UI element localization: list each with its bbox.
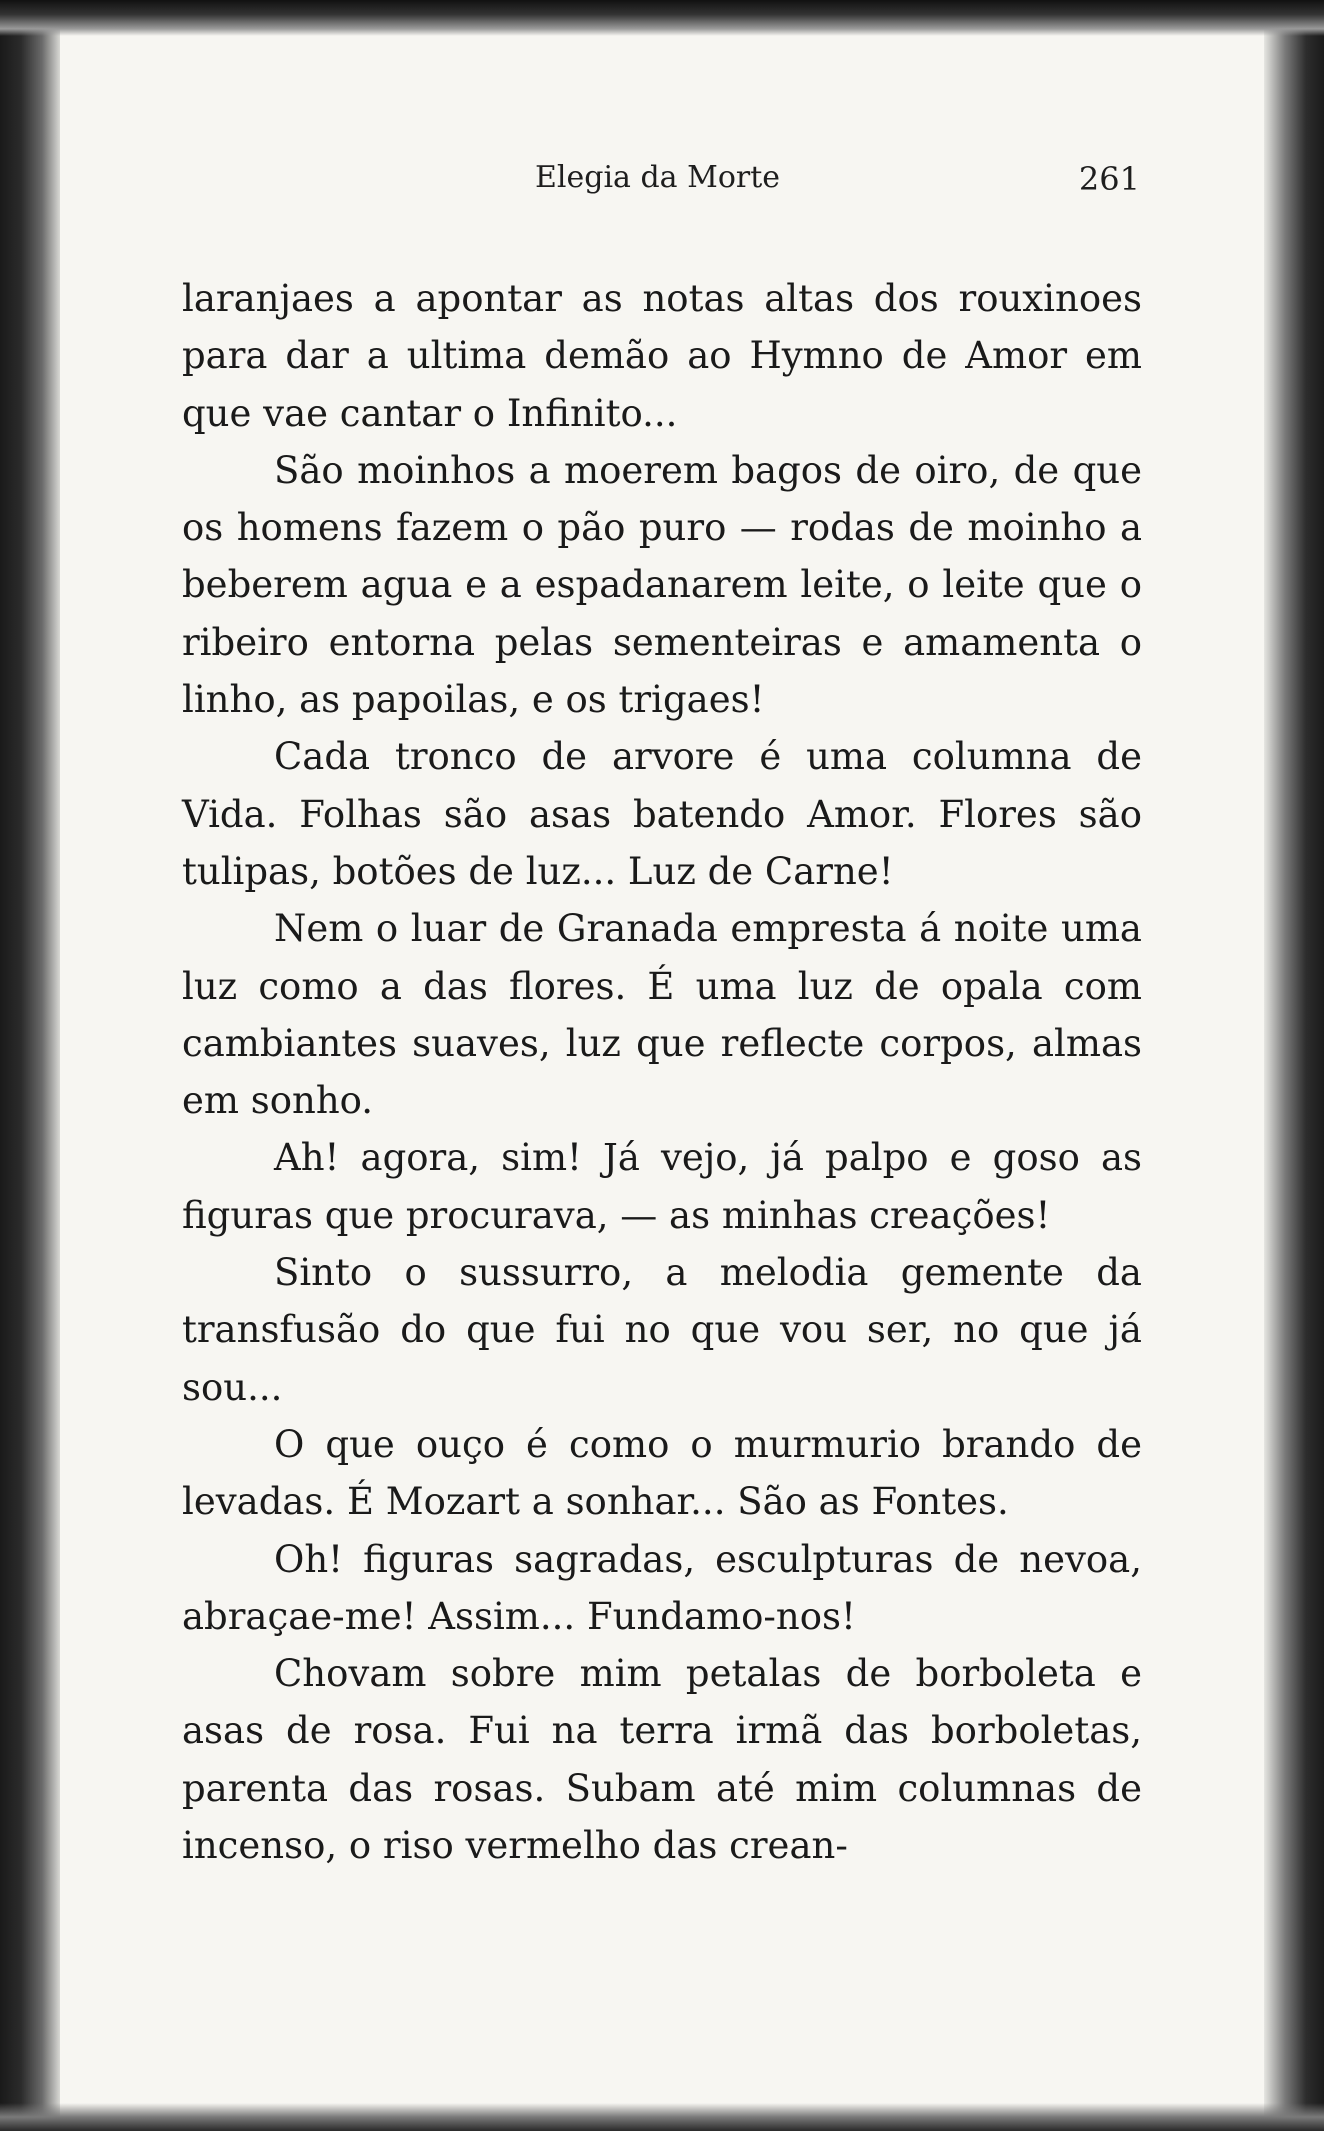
paragraph: Sinto o sussurro, a melodia gemente da transfusão do que fui no que vou ser, no que já sou... [182, 1251, 1142, 1409]
paragraph: O que ouço é como o murmurio brando de levadas. É Mozart a sonhar... São as Fontes. [182, 1422, 1142, 1524]
paragraph-continuation: laranjaes a apontar as notas altas dos rouxinoes para dar a ultima demão ao Hymno de Amor em que vae cantar o Infinito... [182, 277, 1142, 435]
running-title: Elegia da Morte [535, 160, 781, 195]
body-text [182, 270, 1142, 1874]
scan-shadow-top [0, 0, 1324, 36]
paragraph: Cada tronco de arvore é uma columna de Vida. Folhas são asas batendo Amor. Flores são tulipas, botões de luz... Luz de Carne! [182, 735, 1142, 893]
scan-shadow-left [0, 0, 60, 2131]
running-head [180, 160, 1140, 204]
paragraph: São moinhos a moerem bagos de oiro, de que os homens fazem o pão puro — rodas de moinho a beberem agua e a espadanarem leite, o leite que o ribeiro entorna pelas sementeiras e amamenta o linho, as papoilas, e os trigaes! [182, 448, 1142, 722]
paragraph: Nem o luar de Granada empresta á noite uma luz como a das flores. É uma luz de opala com cambiantes suaves, luz que reflecte corpos, almas em sonho. [182, 907, 1142, 1123]
paragraph: Oh! figuras sagradas, esculpturas de nevoa, abraçae-me! Assim... Fundamo-nos! [182, 1537, 1142, 1638]
paragraph: Ah! agora, sim! Já vejo, já palpo e goso as figuras que procurava, — as minhas creações! [182, 1136, 1142, 1237]
paragraph: Chovam sobre mim petalas de borboleta e asas de rosa. Fui na terra irmã das borboletas, parenta das rosas. Subam até mim columnas de incenso, o riso vermelho das crean- [182, 1652, 1142, 1868]
scan-shadow-bottom [0, 2103, 1324, 2131]
page-number: 261 [1078, 160, 1140, 198]
scan-shadow-right [1264, 0, 1324, 2131]
